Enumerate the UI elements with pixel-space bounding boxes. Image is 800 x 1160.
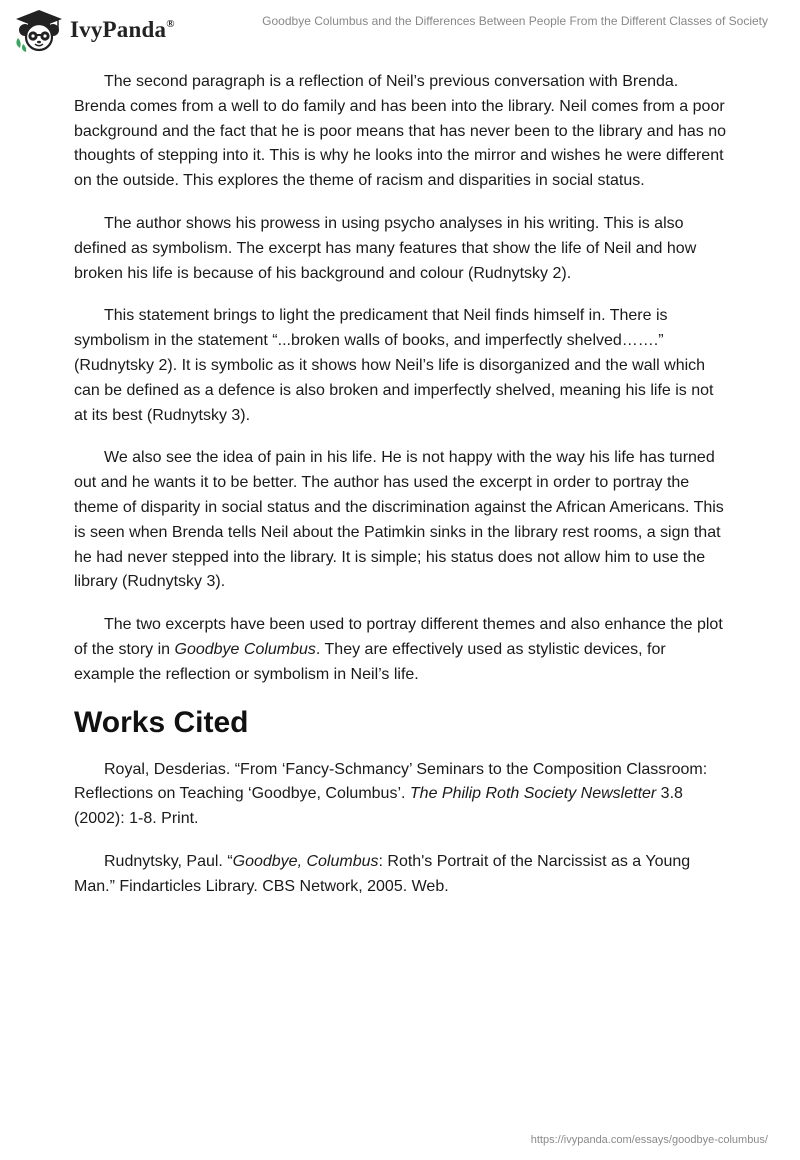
paragraph-1: The second paragraph is a reflection of Neil’s previous conversation with Brenda. Brenda comes from a well to do family and has been into the library. Neil comes from a poor background and the fact that he is poor means that has never been to the library and has no thoughts of stepping into it. This is why he looks into the mirror and wishes he were different on the outside. This explores the theme of racism and disparities in social status. (74, 73, 726, 190)
works-cited-heading: Works Cited (74, 705, 249, 739)
page-header (0, 0, 800, 60)
source-url-link[interactable]: https://ivypanda.com/essays/goodbye-columbus/ (530, 1134, 768, 1146)
book-title: Goodbye Columbus (174, 640, 316, 658)
citation-royal: Royal, Desderias. “From ‘Fancy-Schmancy’ Seminars to the Composition Classroom: Reflections on Teaching ‘Goodbye, Columbus’. The Philip Roth Society Newsletter 3.8 (2002): 1-8. Print. (74, 760, 708, 828)
citation-rudnytsky: Rudnytsky, Paul. “Goodbye, Columbus: Roth's Portrait of the Narcissist as a Young Man.” Findarticles Library. CBS Network, 2005. Web. (74, 852, 691, 895)
paragraph-3: This statement brings to light the predicament that Neil finds himself in. There is symbolism in the statement “...broken walls of books, and imperfectly shelved…….” (Rudnytsky 2). It is symbolic as it shows how Neil’s life is disorganized and the wall which can be defined as a defence is also broken and imperfectly shelved, meaning his life is not at its best (Rudnytsky 3). (74, 307, 714, 424)
citation-rudnytsky-title: Goodbye, Columbus (232, 852, 379, 870)
ivypanda-logo[interactable] (14, 8, 175, 52)
trademark-mark: ® (166, 18, 175, 30)
brand-name: IvyPanda® (70, 17, 175, 42)
running-title: Goodbye Columbus and the Differences Between People From the Different Classes of Society (262, 14, 768, 28)
citation-royal-source: The Philip Roth Society Newsletter (409, 785, 657, 803)
essay-body (74, 70, 730, 918)
paragraph-4: We also see the idea of pain in his life. He is not happy with the way his life has turned out and he wants it to be better. The author has used the excerpt in order to portray the theme of disparity in social status and the discrimination against the African Americans. This is seen when Brenda tells Neil about the Patimkin sinks in the library rest rooms, a sign that he had never stepped into the library. It is simple; his status does not allow him to use the library (Rudnytsky 3). (74, 449, 724, 591)
panda-graduate-icon (14, 8, 64, 52)
paragraph-5: The two excerpts have been used to portray different themes and also enhance the plot of the story in Goodbye Columbus. They are effectively used as stylistic devices, for example the reflection or symbolism in Neil’s life. (74, 616, 723, 683)
paragraph-2: The author shows his prowess in using psycho analyses in his writing. This is also defined as symbolism. The excerpt has many features that show the life of Neil and how broken his life is because of his background and colour (Rudnytsky 2). (74, 214, 697, 282)
